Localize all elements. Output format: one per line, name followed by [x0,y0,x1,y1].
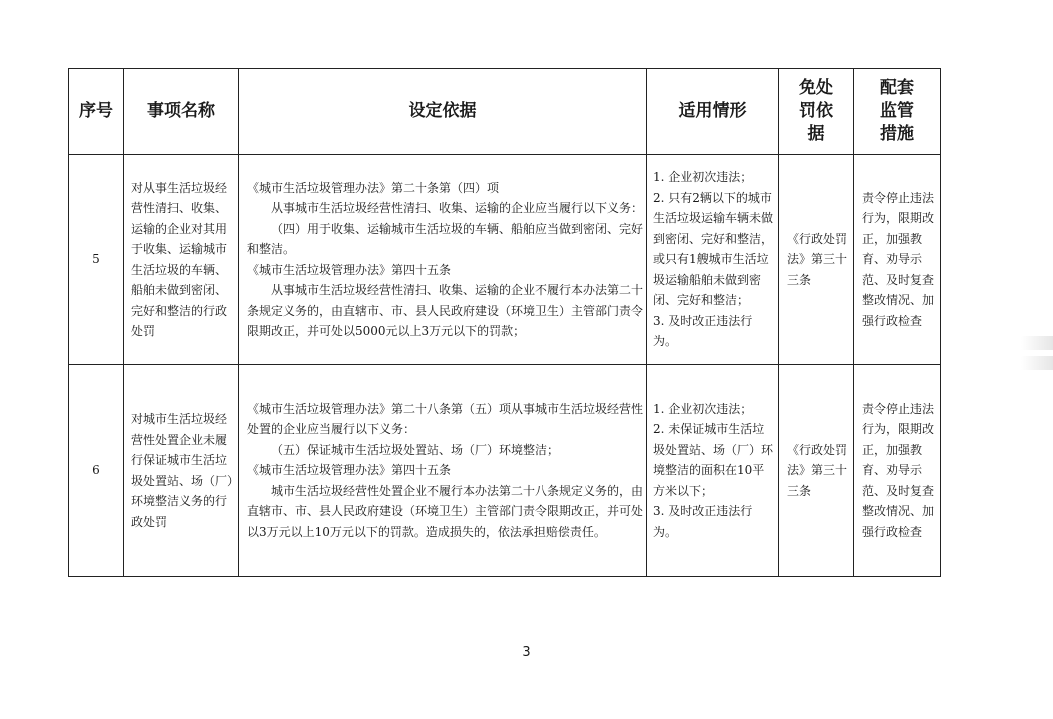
situation-line: 3. 及时改正违法行为。 [653,313,753,349]
basis-line: （五）保证城市生活垃圾处置站、场（厂）环境整洁； [271,442,560,457]
situation-line: 2. 只有2辆以下的城市生活垃圾运输车辆未做到密闭、完好和整洁，或只有1艘城市生活垃圾运输船舶未做到密闭、完好和整洁； [653,190,774,308]
header-exempt: 免处罚依据 [779,69,854,155]
basis-line: （四）用于收集、运输城市生活垃圾的车辆、船舶应当做到密闭、完好和整洁。 [247,221,644,256]
basis-line: 城市生活垃圾经营性处置企业不履行本办法第二十八条规定义务的，由直辖市、市、县人民政府建设（环境卫生）主管部门责令限期改正，并可处以3万元以上10万元以下的罚款。造成损失的，依法承担赔偿责任。 [247,483,644,539]
situation-line: 3. 及时改正违法行为。 [653,504,753,539]
applicable-situation [647,155,779,365]
basis-line: 从事城市生活垃圾经营性清扫、收集、运输的企业应当履行以下义务： [271,201,644,215]
basis-line: 《城市生活垃圾管理办法》第四十五条 [247,463,452,478]
scan-edge-mark [1021,356,1053,370]
header-situation: 适用情形 [647,69,779,155]
table-row [69,155,941,365]
header-basis: 设定依据 [239,69,647,155]
legal-basis [239,365,647,577]
supervision-measures: 责令停止违法行为，限期改正，加强教育、劝导示范、及时复查整改情况、加强行政检查 [854,365,941,577]
situation-line: 1. 企业初次违法； [653,401,753,416]
exemption-basis: 《行政处罚法》第三十三条 [779,155,854,365]
header-no: 序号 [69,69,124,155]
item-name: 对从事生活垃圾经营性清扫、收集、运输的企业对其用于收集、运输城市生活垃圾的车辆、船舶未做到密闭、完好和整洁的行政处罚 [124,155,239,365]
applicable-situation [647,365,779,577]
legal-basis [239,155,647,365]
item-name: 对城市生活垃圾经营性处置企业未履行保证城市生活垃圾处置站、场（厂）环境整洁义务的行政处罚 [124,365,239,577]
header-measures: 配套监管措施 [854,69,941,155]
page-number: 3 [522,645,531,660]
basis-line: 从事城市生活垃圾经营性清扫、收集、运输的企业不履行本办法第二十条规定义务的，由直辖市、市、县人民政府建设（环境卫生）主管部门责令限期改正，并可处以5000元以上3万元以下的罚款； [247,283,644,338]
situation-line: 1. 企业初次违法； [653,170,753,185]
basis-line: 《城市生活垃圾管理办法》第二十八条第（五）项从事城市生活垃圾经营性处置的企业应当履行以下义务： [247,401,644,437]
situation-line: 2. 未保证城市生活垃圾处置站、场（厂）环境整洁的面积在10平方米以下； [653,422,774,498]
supervision-measures: 责令停止违法行为，限期改正，加强教育、劝导示范、及时复查整改情况、加强行政检查 [854,155,941,365]
scan-edge-mark [1021,336,1053,350]
exemption-basis: 《行政处罚法》第三十三条 [779,365,854,577]
header-row [69,69,941,155]
row-number: 5 [69,155,124,365]
basis-line: 《城市生活垃圾管理办法》第二十条第（四）项 [247,180,500,195]
regulation-table [68,68,941,577]
basis-line: 《城市生活垃圾管理办法》第四十五条 [247,262,452,277]
table-row [69,365,941,577]
row-number: 6 [69,365,124,577]
header-name: 事项名称 [124,69,239,155]
